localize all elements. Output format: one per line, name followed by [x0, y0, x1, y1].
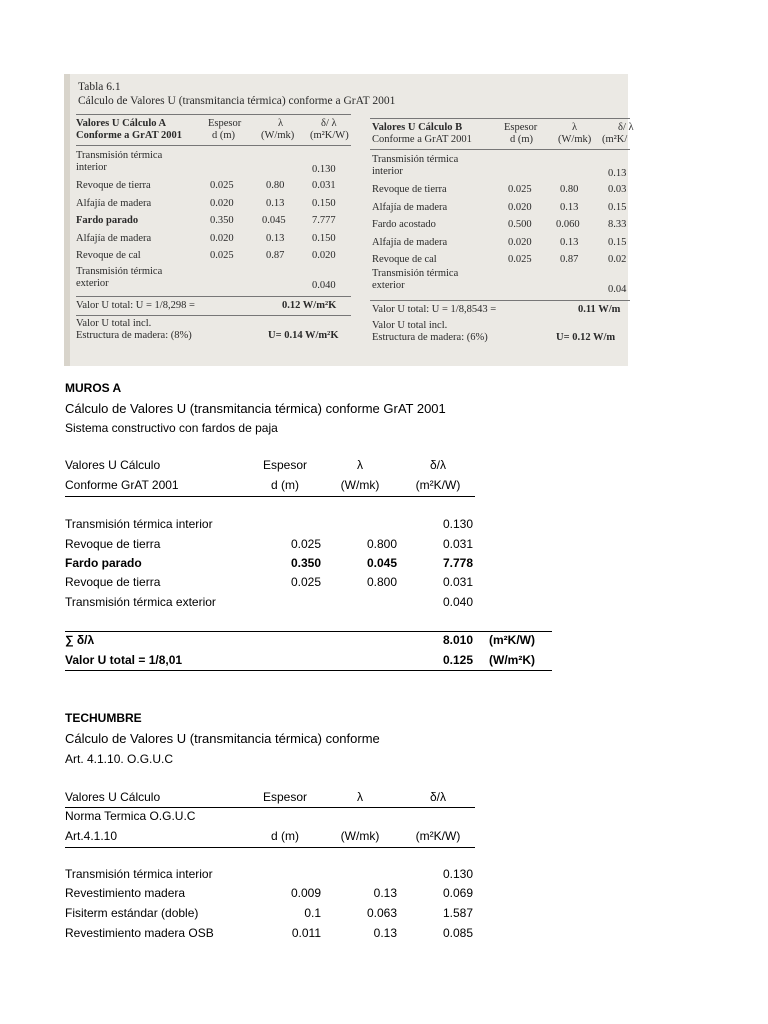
cell-d: 0.020 — [210, 233, 234, 244]
header-cell: δ/λ — [429, 790, 446, 804]
row-label: Revestimiento madera — [65, 886, 186, 900]
cell-r: 0.130 — [442, 867, 473, 881]
header-cell: δ/λ — [429, 458, 446, 472]
cell-r: 0.03 — [608, 184, 627, 195]
cell-d: 0.500 — [508, 219, 532, 230]
total-label: Valor U total: U = 1/8,298 = — [76, 300, 195, 311]
cell-r: 0.031 — [312, 180, 336, 191]
cell-l: 0.13 — [560, 202, 579, 213]
techumbre-subtitle: Art. 4.1.10. O.G.U.C — [65, 752, 174, 766]
row-label: Revestimiento madera OSB — [65, 926, 214, 940]
row-label: Revoque de cal — [372, 254, 437, 265]
header-cell: Espesor — [504, 122, 538, 133]
cell-d: 0.009 — [290, 886, 321, 900]
table-rule — [65, 807, 475, 808]
header-cell: Conforme GrAT 2001 — [65, 478, 179, 492]
header-cell: Norma Termica O.G.U.C — [65, 809, 196, 823]
rule — [76, 145, 351, 146]
header-cell: (W/mk) — [340, 478, 380, 492]
cell-r: 0.031 — [442, 575, 473, 589]
cell-r: 0.130 — [312, 164, 336, 175]
row-label: interior — [372, 166, 403, 177]
table-rule — [65, 670, 552, 671]
row-label: Transmisión térmica interior — [65, 517, 213, 531]
rule — [370, 300, 630, 301]
cell-d: 0.025 — [210, 250, 234, 261]
cell-d: 0.1 — [304, 906, 321, 920]
header-cell: (m²K/W) — [310, 130, 349, 141]
header-cell: Conforme a GrAT 2001 — [372, 134, 472, 145]
cell-r: 0.031 — [442, 537, 473, 551]
header-cell: λ — [357, 458, 363, 472]
row-label: Revoque de tierra — [76, 180, 151, 191]
header-cell: Valores U Cálculo — [65, 790, 161, 804]
row-label: Alfajía de madera — [76, 198, 152, 209]
table-rule — [65, 496, 475, 497]
header-cell: (m²K/W) — [415, 478, 461, 492]
total-label: Valor U total: U = 1/8,8543 = — [372, 304, 497, 315]
header-cell: d (m) — [212, 130, 236, 141]
cell-d: 0.025 — [508, 184, 532, 195]
rule — [370, 118, 630, 119]
rule — [76, 296, 351, 297]
header-cell: d (m) — [510, 134, 534, 145]
scan-caption-title: Cálculo de Valores U (transmitancia térmica) conforme a GrAT 2001 — [78, 95, 396, 107]
total-value: 0.12 W/m²K — [282, 300, 337, 311]
cell-l: 0.87 — [560, 254, 579, 265]
header-cell: (W/mk) — [558, 134, 592, 145]
header-cell: λ — [278, 118, 284, 129]
header-cell: λ — [357, 790, 363, 804]
row-label: Fardo parado — [65, 556, 142, 570]
cell-r: 0.040 — [442, 595, 473, 609]
cell-d: 0.020 — [508, 202, 532, 213]
row-label: exterior — [372, 280, 405, 291]
total-label: Valor U total incl. — [76, 318, 152, 329]
muros-subtitle: Sistema constructivo con fardos de paja — [65, 421, 278, 435]
cell-l: 0.80 — [560, 184, 579, 195]
cell-d: 0.025 — [210, 180, 234, 191]
header-cell: Art.4.1.10 — [65, 829, 118, 843]
header-cell: Valores U Cálculo A — [76, 118, 167, 129]
cell-l: 0.87 — [266, 250, 285, 261]
cell-l: 0.045 — [262, 215, 286, 226]
row-label: Transmisión térmica — [76, 150, 163, 161]
cell-r: 0.085 — [442, 926, 473, 940]
cell-l: 0.800 — [366, 537, 397, 551]
row-label: Transmisión térmica — [372, 268, 459, 279]
row-label: Alfajía de madera — [372, 237, 448, 248]
row-label: Alfajía de madera — [372, 202, 448, 213]
header-cell: Espesor — [208, 118, 242, 129]
row-label: Transmisión térmica — [372, 154, 459, 165]
header-cell: Valores U Cálculo B — [372, 122, 463, 133]
muros-title: Cálculo de Valores U (transmitancia térmica) conforme GrAT 2001 — [65, 401, 446, 416]
header-cell: (m²K/ — [602, 134, 628, 145]
cell-l: 0.13 — [266, 198, 285, 209]
scan-table-b — [370, 118, 634, 358]
row-label: Revoque de cal — [76, 250, 141, 261]
muros-table — [65, 458, 555, 678]
header-cell: Espesor — [262, 458, 308, 472]
header-cell: d (m) — [271, 478, 299, 492]
scan-caption-number: Tabla 6.1 — [78, 81, 121, 93]
page-shadow — [64, 74, 70, 366]
cell-r: 0.069 — [442, 886, 473, 900]
cell-d: 0.025 — [508, 254, 532, 265]
cell-l: 0.13 — [560, 237, 579, 248]
total-value: 0.11 W/m — [578, 304, 621, 315]
scan-caption — [78, 80, 395, 108]
cell-r: 8.33 — [608, 219, 627, 230]
cell-r: 0.04 — [608, 284, 627, 295]
cell-r: 0.150 — [312, 198, 336, 209]
sum-unit: (m²K/W) — [489, 633, 535, 647]
total-label: Valor U total incl. — [372, 320, 448, 331]
cell-r: 0.15 — [608, 237, 627, 248]
sum-value: 8.010 — [442, 633, 473, 647]
cell-r: 0.130 — [442, 517, 473, 531]
cell-l: 0.063 — [366, 906, 397, 920]
total-value: 0.125 — [442, 653, 473, 667]
rule — [76, 315, 351, 316]
cell-r: 7.777 — [312, 215, 336, 226]
header-cell: d (m) — [271, 829, 299, 843]
header-cell: (m²K/W) — [415, 829, 461, 843]
row-label: Transmisión térmica exterior — [65, 595, 216, 609]
header-cell: δ/ λ — [618, 122, 634, 133]
row-label: Fardo acostado — [372, 219, 436, 230]
cell-r: 0.040 — [312, 280, 336, 291]
header-cell: λ — [572, 122, 578, 133]
total-label: Valor U total = 1/8,01 — [65, 653, 183, 667]
total-unit: (W/m²K) — [489, 653, 535, 667]
cell-l: 0.13 — [373, 886, 397, 900]
row-label: interior — [76, 162, 107, 173]
techumbre-heading: TECHUMBRE — [65, 711, 142, 725]
header-cell: (W/mk) — [261, 130, 295, 141]
cell-l: 0.13 — [266, 233, 285, 244]
row-label: Fisiterm estándar (doble) — [65, 906, 199, 920]
cell-r: 1.587 — [442, 906, 473, 920]
techumbre-title: Cálculo de Valores U (transmitancia térmica) conforme — [65, 731, 380, 746]
header-cell: Valores U Cálculo — [65, 458, 161, 472]
row-label: Revoque de tierra — [372, 184, 447, 195]
cell-r: 0.15 — [608, 202, 627, 213]
total-label: Estructura de madera: (6%) — [372, 332, 488, 343]
cell-d: 0.350 — [210, 215, 234, 226]
header-cell: Espesor — [262, 790, 308, 804]
row-label: Transmisión térmica interior — [65, 867, 213, 881]
scan-table-a — [76, 114, 351, 354]
cell-r: 7.778 — [442, 556, 473, 570]
row-label: Transmisión térmica — [76, 266, 163, 277]
rule — [370, 149, 630, 150]
cell-d: 0.020 — [210, 198, 234, 209]
techumbre-table — [65, 790, 485, 950]
cell-l: 0.800 — [366, 575, 397, 589]
cell-r: 0.02 — [608, 254, 627, 265]
header-cell: Conforme a GrAT 2001 — [76, 130, 183, 141]
row-label: Alfajía de madera — [76, 233, 152, 244]
total-value: U= 0.14 W/m²K — [268, 330, 339, 341]
cell-l: 0.060 — [556, 219, 580, 230]
table-rule — [65, 847, 475, 848]
cell-d: 0.025 — [290, 575, 321, 589]
cell-l: 0.80 — [266, 180, 285, 191]
sum-label: ∑ δ/λ — [65, 633, 95, 647]
table-rule — [65, 631, 552, 632]
cell-d: 0.011 — [291, 926, 321, 940]
cell-d: 0.350 — [290, 556, 321, 570]
cell-l: 0.13 — [373, 926, 397, 940]
row-label: Revoque de tierra — [65, 575, 161, 589]
rule — [76, 114, 351, 115]
cell-d: 0.020 — [508, 237, 532, 248]
muros-heading: MUROS A — [65, 381, 122, 395]
cell-l: 0.045 — [366, 556, 397, 570]
header-cell: (W/mk) — [340, 829, 380, 843]
cell-r: 0.020 — [312, 250, 336, 261]
header-cell: δ/ λ — [321, 118, 337, 129]
total-label: Estructura de madera: (8%) — [76, 330, 192, 341]
row-label: Revoque de tierra — [65, 537, 161, 551]
row-label: exterior — [76, 278, 109, 289]
row-label: Fardo parado — [76, 215, 139, 226]
scanned-table-image — [64, 74, 634, 366]
total-value: U= 0.12 W/m — [556, 332, 616, 343]
cell-r: 0.150 — [312, 233, 336, 244]
cell-r: 0.13 — [608, 168, 627, 179]
cell-d: 0.025 — [290, 537, 321, 551]
